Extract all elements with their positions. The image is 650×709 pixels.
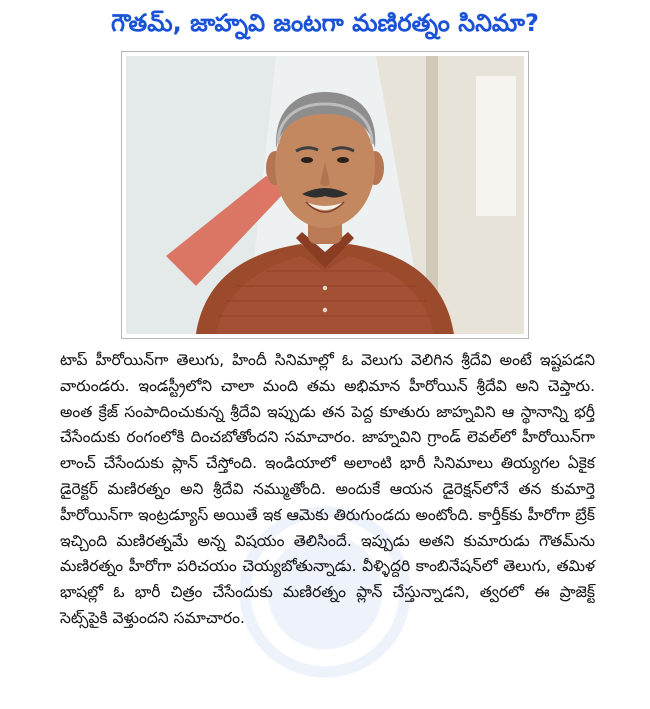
portrait-photo — [126, 56, 524, 334]
article-body — [60, 348, 595, 632]
portrait-illustration — [126, 56, 524, 334]
article-paragraph: టాప్ హీరోయిన్‌గా తెలుగు, హిందీ సినిమాల్లో ఓ వెలుగు వెలిగిన శ్రీదేవి అంటే ఇష్టపడని వారుండరు. ఇండస్ట్రీలోని చాలా మంది తమ అభిమాన హీరోయిన్ శ్రీదేవి అని చెప్తారు. అంత క్రేజ్ సంపాదించుకున్న శ్రీదేవి ఇప్పుడు తన పెద్ద కూతురు జాహ్నవిని ఆ స్థానాన్ని భర్తీ చేసేందుకు రంగంలోకి దించబోతోందని సమాచారం. జాహ్నవిని గ్రాండ్ లెవల్‌లో హీరోయిన్‌గా లాంచ్ చేసేందుకు ప్లాన్ చేస్తోంది. ఇండియాలో అలాంటి భారీ సినిమాలు తియ్యగల ఏకైక డైరెక్టర్ మణిరత్నం అని శ్రీదేవి నమ్ముతోంది. అందుకే ఆయన డైరెక్షన్‌లోనే తన కుమార్తె హీరోయిన్‌గా ఇంట్రడ్యూస్ అయితే ఇక ఆమెకు తిరుగుండదు అంటోంది. కార్తీక్‌కు హీరోగా బ్రేక్ ఇచ్చింది మణిరత్నమే అన్న విషయం తెలిసిందే. ఇప్పుడు అతని కుమారుడు గౌతమ్‌ను మణిరత్నం హీరోగా పరిచయం చెయ్యబోతున్నాడు. వీళ్ళిద్దరి కాంబినేషన్‌లో తెలుగు, తమిళ భాషల్లో ఓ భారీ చిత్రం చేసేందుకు మణిరత్నం ప్లాన్ చేస్తున్నాడని, త్వరలో ఈ ప్రాజెక్ట్ సెట్స్‌పైకి వెళ్తుందని సమాచారం. — [60, 351, 595, 627]
article-photo — [121, 51, 529, 339]
article-headline: గౌతమ్, జాహ్నవి జంటగా మణిరత్నం సినిమా? — [111, 9, 539, 37]
